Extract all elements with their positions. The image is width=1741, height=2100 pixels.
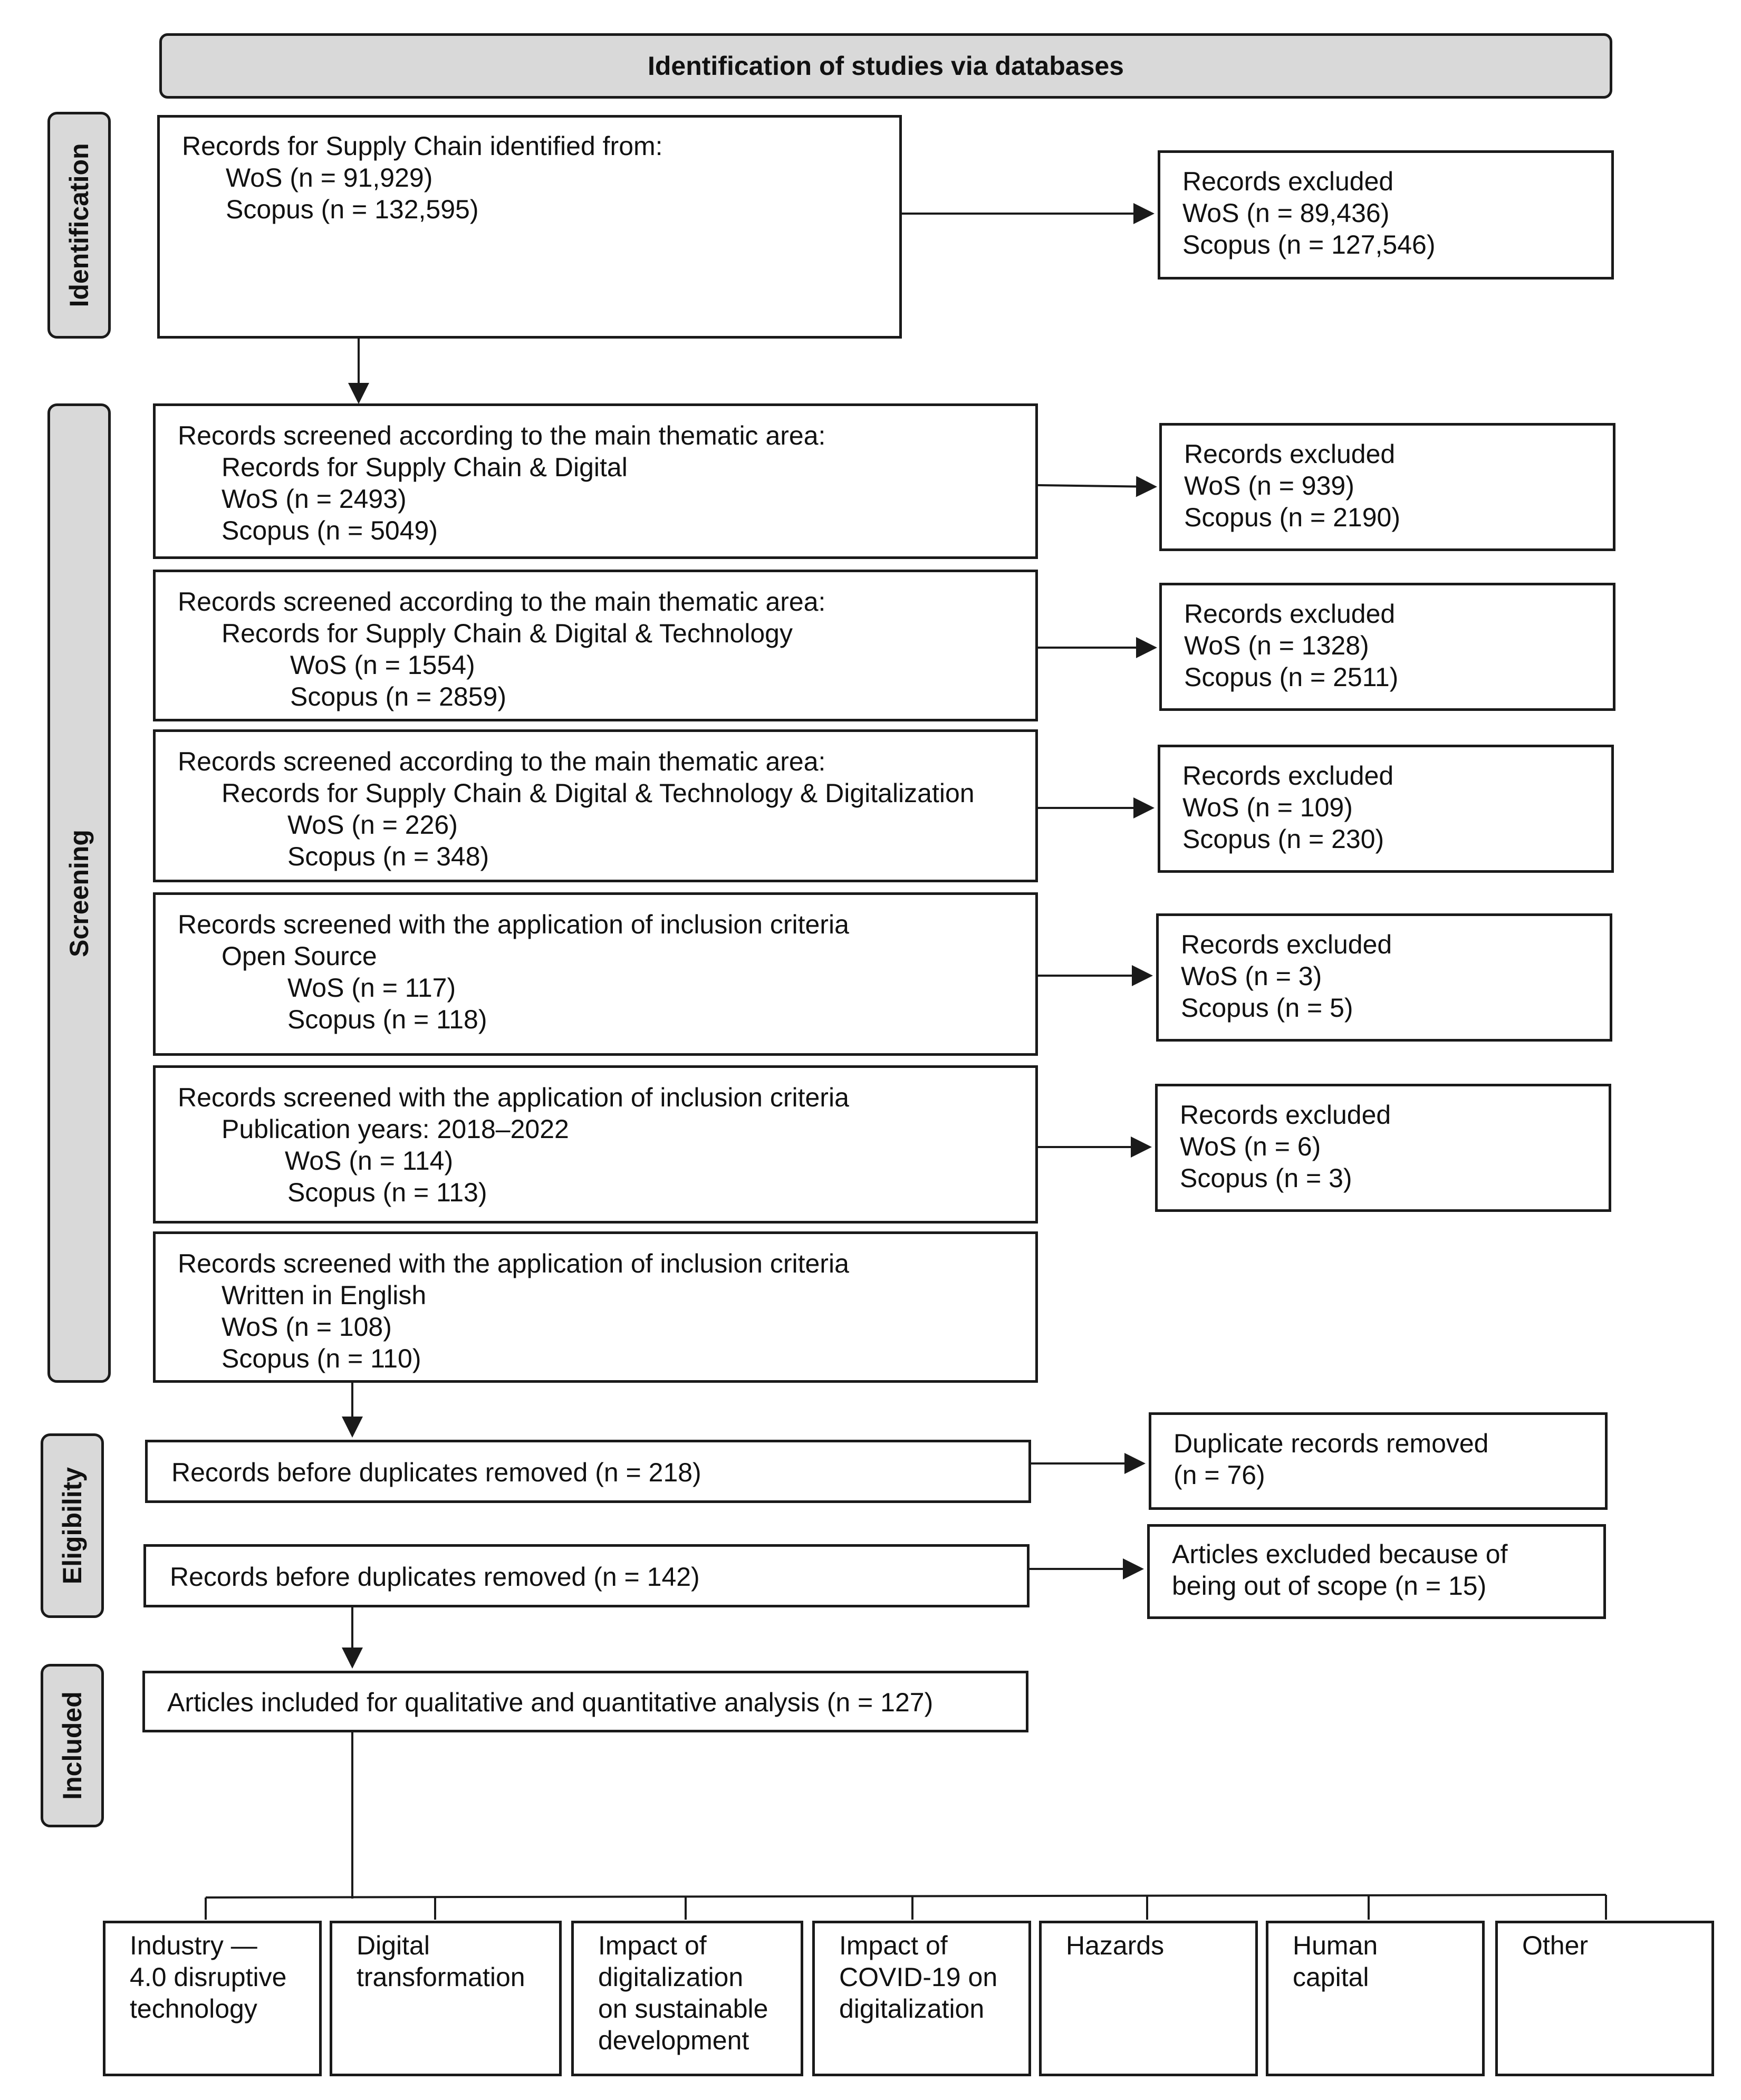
category-3-line-4: development bbox=[598, 2026, 749, 2055]
screening-3-subtitle: Records for Supply Chain & Digital & Technology & Digitalization bbox=[222, 778, 975, 808]
category-3-line-3: on sustainable bbox=[598, 1994, 768, 2024]
screening-5-wos: WoS (n = 114) bbox=[285, 1146, 454, 1176]
category-2-line-2: transformation bbox=[357, 1962, 525, 1992]
screening-6-scopus: Scopus (n = 110) bbox=[222, 1344, 421, 1373]
screening-4-excluded-wos: WoS (n = 3) bbox=[1181, 961, 1322, 991]
identification-excluded-scopus: Scopus (n = 127,546) bbox=[1182, 230, 1436, 259]
eligibility-after-duplicates-text: Records before duplicates removed (n = 142) bbox=[170, 1562, 700, 1592]
screening-box-2 bbox=[153, 570, 1038, 721]
screening-4-subtitle: Open Source bbox=[222, 941, 377, 971]
identification-excluded-box bbox=[1158, 150, 1614, 280]
screening-1-excluded-scopus: Scopus (n = 2190) bbox=[1184, 503, 1400, 532]
category-4-line-1: Impact of bbox=[839, 1931, 948, 1960]
category-1-line-1: Industry — bbox=[130, 1931, 257, 1960]
screening-5-title: Records screened with the application of inclusion criteria bbox=[178, 1083, 849, 1112]
screening-2-scopus: Scopus (n = 2859) bbox=[290, 682, 506, 711]
identification-records-box bbox=[157, 115, 902, 339]
phase-screening bbox=[47, 403, 111, 1383]
screening-6-wos: WoS (n = 108) bbox=[222, 1312, 392, 1342]
screening-3-title: Records screened according to the main thematic area: bbox=[178, 747, 826, 776]
screening-6-subtitle: Written in English bbox=[222, 1280, 427, 1310]
screening-6-title: Records screened with the application of inclusion criteria bbox=[178, 1249, 849, 1278]
phase-identification-label: Identification bbox=[64, 143, 94, 307]
screening-5-excluded-scopus: Scopus (n = 3) bbox=[1180, 1163, 1352, 1193]
category-other bbox=[1495, 1921, 1714, 2076]
screening-4-excluded-title: Records excluded bbox=[1181, 930, 1392, 959]
screening-box-5 bbox=[153, 1065, 1038, 1224]
eligibility-before-duplicates-box bbox=[145, 1440, 1031, 1503]
screening-2-subtitle: Records for Supply Chain & Digital & Technology bbox=[222, 619, 793, 648]
category-human-capital bbox=[1266, 1921, 1485, 2076]
screening-box-4 bbox=[153, 892, 1038, 1056]
eligibility-before-duplicates-text: Records before duplicates removed (n = 218) bbox=[171, 1458, 701, 1487]
screening-5-excluded-wos: WoS (n = 6) bbox=[1180, 1132, 1321, 1161]
category-3-line-2: digitalization bbox=[598, 1962, 744, 1992]
category-4-line-3: digitalization bbox=[839, 1994, 985, 2024]
screening-box-6 bbox=[153, 1231, 1038, 1383]
category-7-line-1: Other bbox=[1522, 1931, 1589, 1960]
category-industry-4-0 bbox=[103, 1921, 322, 2076]
identification-excluded-wos: WoS (n = 89,436) bbox=[1182, 198, 1390, 228]
category-hazards bbox=[1039, 1921, 1258, 2076]
tree-bar bbox=[206, 1895, 1606, 1897]
screening-excluded-box-4 bbox=[1156, 913, 1612, 1042]
screening-2-excluded-scopus: Scopus (n = 2511) bbox=[1184, 662, 1399, 692]
screening-1-excluded-title: Records excluded bbox=[1184, 439, 1396, 469]
screening-excluded-box-1 bbox=[1159, 423, 1615, 551]
category-impact-covid-19 bbox=[812, 1921, 1031, 2076]
screening-2-title: Records screened according to the main thematic area: bbox=[178, 587, 826, 616]
screening-excluded-box-2 bbox=[1159, 583, 1615, 711]
screening-2-excluded-wos: WoS (n = 1328) bbox=[1184, 631, 1369, 660]
out-of-scope-box bbox=[1147, 1524, 1606, 1619]
screening-4-excluded-scopus: Scopus (n = 5) bbox=[1181, 993, 1353, 1023]
included-articles-text: Articles included for qualitative and quantitative analysis (n = 127) bbox=[167, 1688, 934, 1717]
screening-3-scopus: Scopus (n = 348) bbox=[287, 842, 489, 871]
category-1-line-2: 4.0 disruptive bbox=[130, 1962, 287, 1992]
screening-1-subtitle: Records for Supply Chain & Digital bbox=[222, 452, 628, 482]
screening-1-wos: WoS (n = 2493) bbox=[222, 484, 407, 514]
phase-eligibility bbox=[41, 1433, 104, 1618]
duplicates-removed-line-1: Duplicate records removed bbox=[1174, 1429, 1489, 1458]
category-6-line-2: capital bbox=[1293, 1962, 1369, 1992]
screening-4-scopus: Scopus (n = 118) bbox=[287, 1005, 487, 1034]
eligibility-after-duplicates-box bbox=[143, 1544, 1030, 1607]
phase-identification bbox=[47, 112, 111, 339]
identification-wos: WoS (n = 91,929) bbox=[226, 163, 433, 192]
screening-3-excluded-wos: WoS (n = 109) bbox=[1182, 793, 1353, 822]
phase-included bbox=[41, 1664, 104, 1827]
screening-2-excluded-title: Records excluded bbox=[1184, 599, 1396, 629]
duplicates-removed-box bbox=[1149, 1412, 1608, 1510]
screening-3-excluded-scopus: Scopus (n = 230) bbox=[1182, 824, 1384, 854]
category-5-line-1: Hazards bbox=[1066, 1931, 1165, 1960]
category-3-line-1: Impact of bbox=[598, 1931, 707, 1960]
out-of-scope-line-2: being out of scope (n = 15) bbox=[1172, 1571, 1487, 1601]
screening-2-wos: WoS (n = 1554) bbox=[290, 650, 475, 680]
phase-eligibility-label: Eligibility bbox=[57, 1467, 87, 1585]
screening-excluded-box-3 bbox=[1158, 745, 1614, 873]
phase-included-label: Included bbox=[57, 1691, 87, 1800]
screening-3-excluded-title: Records excluded bbox=[1182, 761, 1394, 791]
screening-1-excluded-wos: WoS (n = 939) bbox=[1184, 471, 1354, 500]
screening-box-1 bbox=[153, 403, 1038, 559]
category-4-line-2: COVID-19 on bbox=[839, 1962, 998, 1992]
screening-5-subtitle: Publication years: 2018–2022 bbox=[222, 1114, 569, 1144]
category-impact-digitalization-sustainable bbox=[571, 1921, 803, 2076]
arrow-screen1-excluded bbox=[1038, 485, 1155, 487]
identification-title: Records for Supply Chain identified from: bbox=[182, 131, 663, 161]
category-1-line-3: technology bbox=[130, 1994, 257, 2024]
identification-scopus: Scopus (n = 132,595) bbox=[226, 195, 479, 224]
screening-4-wos: WoS (n = 117) bbox=[287, 973, 456, 1003]
out-of-scope-line-1: Articles excluded because of bbox=[1172, 1539, 1508, 1569]
category-digital-transformation bbox=[330, 1921, 562, 2076]
screening-1-title: Records screened according to the main thematic area: bbox=[178, 421, 826, 450]
screening-excluded-box-5 bbox=[1155, 1084, 1611, 1212]
screening-5-excluded-title: Records excluded bbox=[1180, 1100, 1391, 1130]
screening-1-scopus: Scopus (n = 5049) bbox=[222, 516, 438, 545]
phase-screening-label: Screening bbox=[64, 829, 94, 957]
screening-4-title: Records screened with the application of inclusion criteria bbox=[178, 910, 849, 939]
screening-box-3 bbox=[153, 729, 1038, 882]
duplicates-removed-line-2: (n = 76) bbox=[1174, 1460, 1265, 1490]
header-identification-databases bbox=[159, 33, 1612, 99]
included-articles-box bbox=[142, 1671, 1028, 1732]
screening-3-wos: WoS (n = 226) bbox=[287, 810, 458, 840]
screening-5-scopus: Scopus (n = 113) bbox=[287, 1178, 487, 1207]
header-title: Identification of studies via databases bbox=[647, 51, 1124, 81]
identification-excluded-title: Records excluded bbox=[1182, 167, 1394, 196]
category-2-line-1: Digital bbox=[357, 1931, 430, 1960]
category-6-line-1: Human bbox=[1293, 1931, 1378, 1960]
